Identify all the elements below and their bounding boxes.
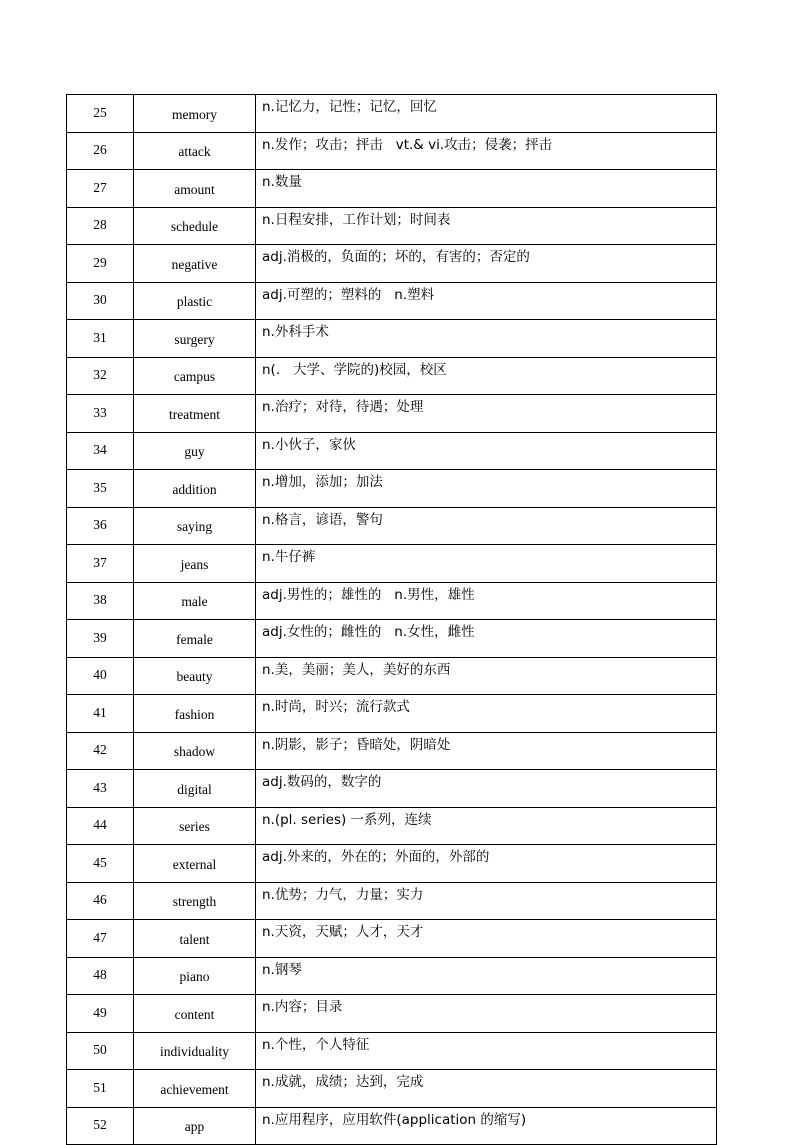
vocabulary-row <box>67 470 717 508</box>
entry-definition: n.(pl. series) 一系列，连续 <box>256 807 717 845</box>
entry-definition: n.时尚，时兴；流行款式 <box>256 695 717 733</box>
entry-definition: n.日程安排，工作计划；时间表 <box>256 207 717 245</box>
entry-number: 38 <box>67 582 134 620</box>
entry-definition: n.钢琴 <box>256 957 717 995</box>
vocabulary-table-body <box>67 95 717 1145</box>
entry-number: 40 <box>67 657 134 695</box>
entry-definition: adj.女性的；雌性的 n.女性，雌性 <box>256 620 717 658</box>
entry-definition: n.牛仔裤 <box>256 545 717 583</box>
entry-number: 37 <box>67 545 134 583</box>
vocabulary-row <box>67 95 717 133</box>
entry-definition: adj.数码的，数字的 <box>256 770 717 808</box>
entry-definition: n.小伙子，家伙 <box>256 432 717 470</box>
entry-number: 46 <box>67 882 134 920</box>
entry-word: talent <box>134 920 256 958</box>
vocabulary-row <box>67 207 717 245</box>
vocabulary-row <box>67 582 717 620</box>
entry-word: piano <box>134 957 256 995</box>
entry-definition: n.发作；攻击；抨击 vt.& vi.攻击；侵袭；抨击 <box>256 132 717 170</box>
entry-definition: n.美，美丽；美人，美好的东西 <box>256 657 717 695</box>
entry-word: strength <box>134 882 256 920</box>
entry-word: addition <box>134 470 256 508</box>
vocabulary-row <box>67 282 717 320</box>
vocabulary-row <box>67 845 717 883</box>
vocabulary-row <box>67 170 717 208</box>
entry-definition: n.增加，添加；加法 <box>256 470 717 508</box>
vocabulary-row <box>67 807 717 845</box>
entry-number: 45 <box>67 845 134 883</box>
entry-definition: adj.男性的；雄性的 n.男性，雄性 <box>256 582 717 620</box>
entry-word: attack <box>134 132 256 170</box>
vocabulary-row <box>67 882 717 920</box>
entry-definition: n(. 大学、学院的)校园，校区 <box>256 357 717 395</box>
entry-word: series <box>134 807 256 845</box>
entry-definition: n.治疗；对待，待遇；处理 <box>256 395 717 433</box>
vocabulary-row <box>67 1107 717 1145</box>
entry-definition: n.个性，个人特征 <box>256 1032 717 1070</box>
entry-word: treatment <box>134 395 256 433</box>
vocabulary-row <box>67 657 717 695</box>
entry-number: 42 <box>67 732 134 770</box>
vocabulary-row <box>67 545 717 583</box>
entry-word: campus <box>134 357 256 395</box>
entry-number: 34 <box>67 432 134 470</box>
entry-number: 43 <box>67 770 134 808</box>
vocabulary-table <box>66 94 717 1145</box>
entry-word: female <box>134 620 256 658</box>
entry-definition: n.成就，成绩；达到，完成 <box>256 1070 717 1108</box>
vocabulary-row <box>67 957 717 995</box>
vocabulary-row <box>67 1032 717 1070</box>
entry-word: jeans <box>134 545 256 583</box>
entry-number: 32 <box>67 357 134 395</box>
entry-number: 26 <box>67 132 134 170</box>
vocabulary-row <box>67 695 717 733</box>
entry-word: beauty <box>134 657 256 695</box>
entry-definition: n.格言，谚语，警句 <box>256 507 717 545</box>
entry-definition: n.数量 <box>256 170 717 208</box>
entry-word: fashion <box>134 695 256 733</box>
entry-word: surgery <box>134 320 256 358</box>
entry-definition: n.外科手术 <box>256 320 717 358</box>
entry-word: male <box>134 582 256 620</box>
vocabulary-row <box>67 132 717 170</box>
vocabulary-row <box>67 432 717 470</box>
entry-definition: adj.外来的，外在的；外面的，外部的 <box>256 845 717 883</box>
entry-number: 25 <box>67 95 134 133</box>
entry-definition: n.内容；目录 <box>256 995 717 1033</box>
entry-definition: n.阴影，影子；昏暗处，阴暗处 <box>256 732 717 770</box>
vocabulary-row <box>67 620 717 658</box>
entry-number: 52 <box>67 1107 134 1145</box>
entry-definition: adj.可塑的；塑料的 n.塑料 <box>256 282 717 320</box>
entry-number: 29 <box>67 245 134 283</box>
entry-word: digital <box>134 770 256 808</box>
entry-number: 50 <box>67 1032 134 1070</box>
vocabulary-row <box>67 732 717 770</box>
entry-number: 27 <box>67 170 134 208</box>
entry-word: amount <box>134 170 256 208</box>
entry-number: 36 <box>67 507 134 545</box>
entry-definition: n.记忆力，记性；记忆，回忆 <box>256 95 717 133</box>
vocabulary-row <box>67 1070 717 1108</box>
entry-word: negative <box>134 245 256 283</box>
entry-word: memory <box>134 95 256 133</box>
entry-number: 49 <box>67 995 134 1033</box>
entry-number: 48 <box>67 957 134 995</box>
entry-number: 47 <box>67 920 134 958</box>
vocabulary-row <box>67 920 717 958</box>
entry-definition: n.优势；力气，力量；实力 <box>256 882 717 920</box>
entry-word: app <box>134 1107 256 1145</box>
entry-word: saying <box>134 507 256 545</box>
entry-number: 33 <box>67 395 134 433</box>
entry-word: schedule <box>134 207 256 245</box>
entry-word: individuality <box>134 1032 256 1070</box>
entry-number: 30 <box>67 282 134 320</box>
entry-number: 39 <box>67 620 134 658</box>
vocabulary-row <box>67 245 717 283</box>
entry-definition: adj.消极的，负面的；坏的，有害的；否定的 <box>256 245 717 283</box>
vocabulary-row <box>67 995 717 1033</box>
vocabulary-row <box>67 507 717 545</box>
entry-definition: n.天资，天赋；人才，天才 <box>256 920 717 958</box>
entry-word: achievement <box>134 1070 256 1108</box>
entry-definition: n.应用程序，应用软件(application 的缩写) <box>256 1107 717 1145</box>
entry-number: 41 <box>67 695 134 733</box>
entry-number: 44 <box>67 807 134 845</box>
entry-number: 35 <box>67 470 134 508</box>
vocabulary-row <box>67 395 717 433</box>
entry-word: plastic <box>134 282 256 320</box>
vocabulary-row <box>67 770 717 808</box>
entry-number: 31 <box>67 320 134 358</box>
vocabulary-row <box>67 320 717 358</box>
entry-word: guy <box>134 432 256 470</box>
entry-word: external <box>134 845 256 883</box>
vocabulary-row <box>67 357 717 395</box>
entry-word: shadow <box>134 732 256 770</box>
entry-number: 51 <box>67 1070 134 1108</box>
entry-number: 28 <box>67 207 134 245</box>
entry-word: content <box>134 995 256 1033</box>
